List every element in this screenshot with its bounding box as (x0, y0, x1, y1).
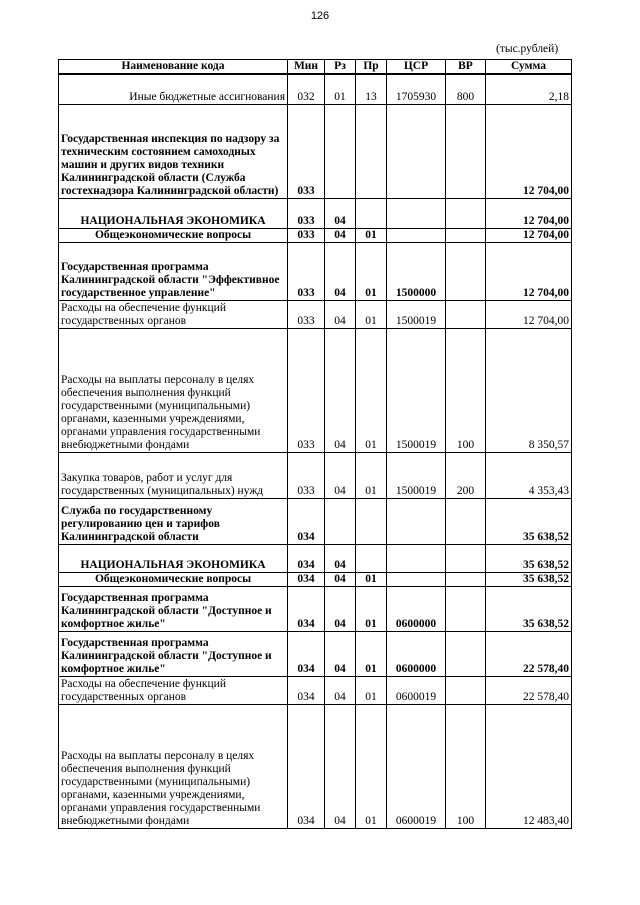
row-csr: 1500019 (387, 328, 446, 452)
row-rz: 04 (325, 452, 356, 498)
table-header-row (59, 60, 572, 75)
row-pr: 01 (356, 572, 387, 586)
row-rz: 04 (325, 198, 356, 228)
row-pr: 01 (356, 676, 387, 704)
row-csr: 0600000 (387, 631, 446, 676)
header-name: Наименование кода (59, 60, 288, 75)
row-pr: 01 (356, 300, 387, 328)
table-row (59, 104, 572, 198)
table-row (59, 452, 572, 498)
row-csr: 1705930 (387, 74, 446, 104)
row-sum: 8 350,57 (486, 328, 572, 452)
row-pr: 01 (356, 704, 387, 828)
row-pr: 01 (356, 586, 387, 631)
row-name: Расходы на обеспечение функций государственных органов (59, 300, 288, 328)
row-vr (446, 498, 486, 544)
row-name: Служба по государственному регулированию цен и тарифов Калининградской области (59, 498, 288, 544)
row-vr (446, 300, 486, 328)
table-row (59, 228, 572, 242)
row-sum: 35 638,52 (486, 586, 572, 631)
row-sum: 35 638,52 (486, 544, 572, 572)
row-sum: 22 578,40 (486, 676, 572, 704)
row-sum: 35 638,52 (486, 572, 572, 586)
row-name: НАЦИОНАЛЬНАЯ ЭКОНОМИКА (59, 198, 288, 228)
row-min: 034 (288, 704, 325, 828)
row-rz: 04 (325, 300, 356, 328)
row-sum: 2,18 (486, 74, 572, 104)
table-row (59, 572, 572, 586)
row-vr (446, 586, 486, 631)
row-pr (356, 104, 387, 198)
table-row (59, 544, 572, 572)
row-rz (325, 104, 356, 198)
row-vr (446, 198, 486, 228)
header-min: Мин (288, 60, 325, 75)
row-csr: 0600000 (387, 586, 446, 631)
row-min: 033 (288, 452, 325, 498)
row-pr: 01 (356, 452, 387, 498)
row-min: 034 (288, 572, 325, 586)
row-rz (325, 498, 356, 544)
row-rz: 04 (325, 586, 356, 631)
row-rz: 04 (325, 631, 356, 676)
row-sum: 12 704,00 (486, 198, 572, 228)
row-vr (446, 544, 486, 572)
row-csr (387, 572, 446, 586)
row-rz: 04 (325, 228, 356, 242)
table-row (59, 328, 572, 452)
row-vr: 100 (446, 704, 486, 828)
header-csr: ЦСР (387, 60, 446, 75)
row-sum: 12 704,00 (486, 242, 572, 300)
row-vr (446, 572, 486, 586)
row-min: 034 (288, 676, 325, 704)
row-csr (387, 198, 446, 228)
table-row (59, 631, 572, 676)
row-pr (356, 498, 387, 544)
row-sum: 12 704,00 (486, 104, 572, 198)
table-row (59, 242, 572, 300)
row-pr: 01 (356, 328, 387, 452)
row-csr: 0600019 (387, 704, 446, 828)
row-name: Государственная инспекция по надзору за техническим состоянием самоходных машин и других видов техники Калининградской области (Служба гостехнадзора Калининградской области) (59, 104, 288, 198)
row-vr (446, 676, 486, 704)
row-csr (387, 228, 446, 242)
row-rz: 04 (325, 328, 356, 452)
row-pr: 01 (356, 631, 387, 676)
row-pr: 13 (356, 74, 387, 104)
row-sum: 22 578,40 (486, 631, 572, 676)
row-min: 033 (288, 300, 325, 328)
row-name: Государственная программа Калининградской области "Доступное и комфортное жилье" (59, 586, 288, 631)
row-name: Общеэкономические вопросы (59, 572, 288, 586)
table-row (59, 74, 572, 104)
row-min: 034 (288, 544, 325, 572)
row-name: НАЦИОНАЛЬНАЯ ЭКОНОМИКА (59, 544, 288, 572)
row-rz: 04 (325, 242, 356, 300)
row-min: 034 (288, 586, 325, 631)
row-rz: 04 (325, 544, 356, 572)
row-vr (446, 242, 486, 300)
row-min: 033 (288, 104, 325, 198)
row-pr: 01 (356, 242, 387, 300)
row-csr: 1500000 (387, 242, 446, 300)
row-vr: 800 (446, 74, 486, 104)
row-min: 032 (288, 74, 325, 104)
row-name: Государственная программа Калининградской области "Доступное и комфортное жилье" (59, 631, 288, 676)
row-name: Закупка товаров, работ и услуг для государственных (муниципальных) нужд (59, 452, 288, 498)
row-pr (356, 544, 387, 572)
row-rz: 04 (325, 572, 356, 586)
table-row (59, 704, 572, 828)
row-csr: 0600019 (387, 676, 446, 704)
row-csr: 1500019 (387, 300, 446, 328)
header-rz: Рз (325, 60, 356, 75)
row-vr (446, 228, 486, 242)
row-pr (356, 198, 387, 228)
row-min: 033 (288, 228, 325, 242)
row-name: Расходы на выплаты персоналу в целях обеспечения выполнения функций государственными (муниципальными) органами, казенными учреждениями, органами управления государственными внебюджетными фондами (59, 328, 288, 452)
header-vr: ВР (446, 60, 486, 75)
table-row (59, 300, 572, 328)
row-csr (387, 544, 446, 572)
row-name: Общеэкономические вопросы (59, 228, 288, 242)
row-rz: 04 (325, 704, 356, 828)
table-row (59, 498, 572, 544)
row-name: Иные бюджетные ассигнования (59, 74, 288, 104)
row-vr (446, 104, 486, 198)
row-sum: 35 638,52 (486, 498, 572, 544)
table-row (59, 586, 572, 631)
row-csr: 1500019 (387, 452, 446, 498)
row-name: Расходы на обеспечение функций государственных органов (59, 676, 288, 704)
header-sum: Сумма (486, 60, 572, 75)
header-pr: Пр (356, 60, 387, 75)
row-rz: 01 (325, 74, 356, 104)
row-vr (446, 631, 486, 676)
table-row (59, 198, 572, 228)
row-min: 034 (288, 631, 325, 676)
row-csr (387, 498, 446, 544)
row-csr (387, 104, 446, 198)
row-min: 034 (288, 498, 325, 544)
row-name: Государственная программа Калининградской области "Эффективное государственное управление" (59, 242, 288, 300)
row-pr: 01 (356, 228, 387, 242)
row-sum: 4 353,43 (486, 452, 572, 498)
row-min: 033 (288, 328, 325, 452)
row-min: 033 (288, 242, 325, 300)
row-sum: 12 704,00 (486, 228, 572, 242)
page-number: 126 (310, 10, 330, 22)
units-label: (тыс.рублей) (496, 43, 559, 55)
row-min: 033 (288, 198, 325, 228)
table-row (59, 676, 572, 704)
row-rz: 04 (325, 676, 356, 704)
row-sum: 12 704,00 (486, 300, 572, 328)
row-vr: 100 (446, 328, 486, 452)
row-sum: 12 483,40 (486, 704, 572, 828)
row-name: Расходы на выплаты персоналу в целях обеспечения выполнения функций государственными (муниципальными) органами, казенными учреждениями, органами управления государственными внебюджетными фондами (59, 704, 288, 828)
budget-table (58, 59, 572, 829)
row-vr: 200 (446, 452, 486, 498)
